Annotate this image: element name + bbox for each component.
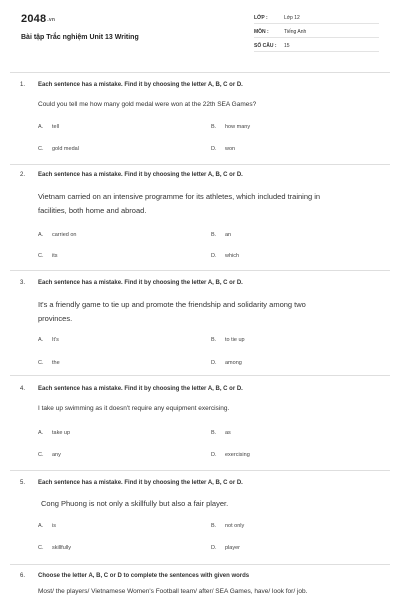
divider [10, 270, 390, 271]
option-d[interactable] [211, 452, 250, 458]
option-d[interactable] [211, 253, 239, 259]
divider [10, 72, 390, 73]
question-text [38, 98, 378, 112]
option-text: among [225, 360, 242, 366]
question-line: provinces. [38, 314, 73, 323]
option-letter: C. [38, 452, 44, 458]
option-text: any [52, 452, 61, 458]
option-c[interactable] [38, 146, 79, 152]
option-letter: C. [38, 360, 44, 366]
question-line: Most/ the players/ Vietnamese Women's Football team/ after/ SEA Games, have/ look for/ job. [38, 588, 308, 595]
worksheet-header [0, 0, 400, 66]
question-line: facilities, both home and abroad. [38, 206, 147, 215]
option-text: not only [225, 523, 245, 529]
option-d[interactable] [211, 146, 235, 152]
meta-label: SỐ CÂU : [254, 43, 277, 49]
question-number: 6. [20, 573, 26, 579]
meta-value: 15 [284, 43, 290, 49]
question-text [38, 402, 378, 416]
question-text [41, 497, 381, 511]
question-line: It's a friendly game to tie up and promote the friendship and solidarity among two [38, 300, 306, 309]
option-letter: A. [38, 124, 44, 130]
meta-value: Lớp 12 [284, 15, 300, 21]
question-instruction: Each sentence has a mistake. Find it by choosing the letter A, B, C or D. [38, 82, 243, 88]
question-instruction: Each sentence has a mistake. Find it by choosing the letter A, B, C or D. [38, 172, 243, 178]
option-letter: D. [211, 452, 217, 458]
question-number: 1. [20, 82, 26, 88]
question-line: Cong Phuong is not only a skillfully but also a fair player. [41, 499, 229, 508]
option-letter: D. [211, 545, 217, 551]
option-text: an [225, 232, 232, 238]
question-line: I take up swimming as it doesn't require any equipment exercising. [38, 405, 230, 412]
option-c[interactable] [38, 545, 71, 551]
option-d[interactable] [211, 360, 242, 366]
question-instruction: Each sentence has a mistake. Find it by choosing the letter A, B, C or D. [38, 386, 243, 392]
option-d[interactable] [211, 545, 240, 551]
option-letter: A. [38, 337, 44, 343]
option-letter: B. [211, 337, 217, 343]
option-c[interactable] [38, 360, 60, 366]
option-b[interactable] [211, 430, 231, 436]
question-instruction: Choose the letter A, B, C or D to complete the sentences with given words [38, 573, 250, 579]
option-letter: A. [38, 523, 44, 529]
divider [10, 164, 390, 165]
question-instruction: Each sentence has a mistake. Find it by choosing the letter A, B, C or D. [38, 280, 243, 286]
option-text: as [225, 430, 231, 436]
worksheet-title: Bài tập Trắc nghiệm Unit 13 Writing [21, 34, 139, 41]
option-text: carried on [52, 232, 77, 238]
option-letter: D. [211, 146, 217, 152]
meta-label: MÔN : [254, 29, 269, 35]
question-number: 4. [20, 386, 26, 392]
meta-value: Tiếng Anh [284, 29, 307, 35]
option-letter: D. [211, 253, 217, 259]
option-letter: C. [38, 253, 44, 259]
option-text: It's [52, 337, 59, 343]
option-text: how many [225, 124, 251, 130]
option-text: won [225, 146, 236, 152]
question-number: 5. [20, 480, 26, 486]
divider [10, 564, 390, 565]
question-text [38, 298, 378, 326]
option-a[interactable] [38, 337, 59, 343]
option-b[interactable] [211, 523, 244, 529]
option-letter: B. [211, 430, 217, 436]
divider [10, 375, 390, 376]
option-letter: B. [211, 232, 217, 238]
meta-row-subject [254, 27, 379, 38]
option-text: skillfully [52, 545, 71, 551]
question-line: Could you tell me how many gold medal were won at the 22th SEA Games? [38, 101, 257, 108]
meta-row-question-count [254, 41, 379, 52]
option-a[interactable] [38, 523, 56, 529]
option-a[interactable] [38, 124, 59, 130]
option-text: the [52, 360, 60, 366]
option-c[interactable] [38, 452, 61, 458]
option-text: take up [52, 430, 71, 436]
question-line: Vietnam carried on an intensive programme for its athletes, which included training in [38, 192, 321, 201]
option-letter: D. [211, 360, 217, 366]
option-letter: B. [211, 124, 217, 130]
option-text: player [225, 545, 240, 551]
site-logo[interactable] [21, 13, 55, 25]
logo-sub-text: .vn [47, 17, 56, 23]
option-c[interactable] [38, 253, 58, 259]
option-a[interactable] [38, 232, 76, 238]
option-letter: C. [38, 545, 44, 551]
question-number: 2. [20, 172, 26, 178]
option-text: is [52, 523, 56, 529]
question-number: 3. [20, 280, 26, 286]
question-text [38, 585, 378, 599]
option-text: which [225, 253, 240, 259]
divider [10, 470, 390, 471]
logo-main-text: 2048 [21, 13, 47, 25]
option-text: gold medal [52, 146, 79, 152]
option-letter: A. [38, 430, 44, 436]
option-letter: C. [38, 146, 44, 152]
option-a[interactable] [38, 430, 70, 436]
option-b[interactable] [211, 337, 245, 343]
option-letter: B. [211, 523, 217, 529]
option-text: tell [52, 124, 60, 130]
option-b[interactable] [211, 124, 250, 130]
meta-label: LỚP : [254, 15, 268, 21]
question-instruction: Each sentence has a mistake. Find it by choosing the letter A, B, C or D. [38, 480, 243, 486]
question-text [38, 190, 378, 218]
meta-row-class [254, 13, 379, 24]
option-text: its [52, 253, 58, 259]
option-letter: A. [38, 232, 44, 238]
option-text: exercising [225, 452, 250, 458]
option-text: to tie up [225, 337, 245, 343]
option-b[interactable] [211, 232, 231, 238]
